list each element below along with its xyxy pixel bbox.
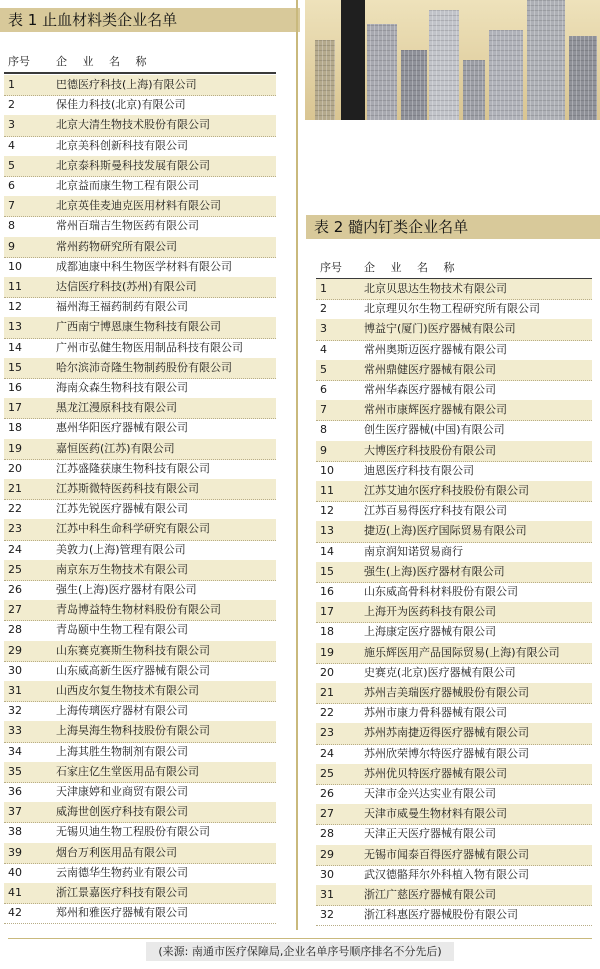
- table-row: [316, 562, 592, 583]
- table-row: [4, 499, 276, 520]
- table-row: [4, 136, 276, 157]
- row-number: 8: [320, 423, 327, 437]
- table-row: [316, 380, 592, 401]
- table-row: [316, 299, 592, 320]
- table-row: [4, 742, 276, 763]
- row-number: 28: [8, 623, 22, 637]
- table2-header-no: 序号: [320, 261, 342, 274]
- table-row: [4, 822, 276, 843]
- table-row: [316, 582, 592, 603]
- company-name: 成都迪康中科生物医学材料有限公司: [56, 259, 232, 273]
- row-number: 19: [320, 645, 334, 659]
- table-row: [4, 843, 276, 864]
- row-number: 1: [320, 282, 327, 295]
- table-row: [4, 156, 276, 177]
- company-name: 捷迈(上海)医疗国际贸易有限公司: [364, 524, 527, 538]
- company-name: 苏州优贝特医疗器械有限公司: [364, 766, 507, 780]
- row-number: 7: [8, 199, 15, 213]
- company-name: 天津正天医疗器械有限公司: [364, 827, 496, 841]
- row-number: 17: [320, 605, 334, 619]
- company-name: 苏州苏南捷迈得医疗器械有限公司: [364, 726, 529, 740]
- row-number: 27: [320, 807, 334, 821]
- table-row: [4, 701, 276, 722]
- company-name: 江苏艾迪尔医疗科技股份有限公司: [364, 484, 529, 497]
- table-row: [316, 824, 592, 845]
- company-name: 施乐辉医用产品国际贸易(上海)有限公司: [364, 645, 560, 659]
- row-number: 26: [8, 583, 22, 596]
- row-number: 26: [320, 787, 334, 800]
- company-name: 无锡市闻泰百得医疗器械有限公司: [364, 847, 529, 861]
- row-number: 37: [8, 805, 22, 819]
- row-number: 10: [8, 259, 22, 273]
- company-name: 常州市康辉医疗器械有限公司: [364, 403, 507, 417]
- company-name: 烟台万利医用品有限公司: [56, 845, 177, 859]
- row-number: 21: [8, 482, 22, 495]
- company-name: 江苏斯微特医药科技有限公司: [56, 482, 199, 495]
- company-name: 浙江景嘉医疗科技有限公司: [56, 886, 188, 899]
- table1-title: 表 1 止血材料类企业名单: [0, 8, 300, 32]
- company-name: 山东威高骨科材料股份有限公司: [364, 585, 518, 598]
- row-number: 10: [320, 463, 334, 477]
- row-number: 36: [8, 785, 22, 798]
- table-row: [4, 580, 276, 601]
- company-name: 北京美科创新科技有限公司: [56, 138, 188, 152]
- row-number: 16: [320, 585, 334, 598]
- row-number: 38: [8, 825, 22, 839]
- table-row: [4, 863, 276, 884]
- table-row: [4, 721, 276, 742]
- row-number: 17: [8, 401, 22, 415]
- table-row: [316, 360, 592, 381]
- company-name: 福州海王福药制药有限公司: [56, 300, 188, 314]
- company-name: 无锡贝迪生物工程股份有限公司: [56, 825, 210, 839]
- table1-header-no: 序号: [8, 55, 30, 68]
- row-number: 33: [8, 724, 22, 738]
- row-number: 2: [320, 302, 327, 316]
- row-number: 15: [320, 564, 334, 578]
- company-name: 史赛克(北京)医疗器械有限公司: [364, 665, 516, 679]
- city-skyline-image: [305, 0, 600, 120]
- company-name: 北京理贝尔生物工程研究所有限公司: [364, 302, 540, 316]
- row-number: 22: [8, 502, 22, 516]
- company-name: 苏州吉美瑞医疗器械股份有限公司: [364, 686, 529, 699]
- row-number: 12: [8, 300, 22, 314]
- table2-title: 表 2 髓内钉类企业名单: [306, 215, 600, 239]
- table-row: [4, 762, 276, 783]
- table-row: [4, 75, 276, 96]
- row-number: 13: [320, 524, 334, 538]
- row-number: 1: [8, 78, 15, 91]
- row-number: 6: [8, 179, 15, 192]
- row-number: 13: [8, 320, 22, 334]
- row-number: 29: [320, 847, 334, 861]
- table-row: [4, 378, 276, 399]
- table-row: [4, 540, 276, 561]
- table-row: [4, 661, 276, 682]
- table-row: [316, 683, 592, 704]
- table-row: [4, 115, 276, 136]
- table-row: [4, 398, 276, 419]
- row-number: 16: [8, 381, 22, 394]
- table-row: [4, 277, 276, 298]
- row-number: 20: [8, 461, 22, 475]
- row-number: 2: [8, 98, 15, 112]
- company-name: 强生(上海)医疗器材有限公司: [56, 583, 197, 596]
- row-number: 29: [8, 643, 22, 657]
- table-row: [316, 845, 592, 866]
- source-note: (来源: 南通市医疗保障局,企业名单序号顺序排名不分先后): [146, 942, 453, 961]
- company-name: 黑龙江漫原科技有限公司: [56, 401, 177, 415]
- company-name: 北京英佳麦迪克医用材料有限公司: [56, 199, 221, 213]
- table-row: [316, 723, 592, 744]
- table-row: [316, 804, 592, 825]
- row-number: 22: [320, 706, 334, 720]
- company-name: 惠州华阳医疗器械有限公司: [56, 421, 188, 435]
- row-number: 25: [320, 766, 334, 780]
- table1-header: [4, 52, 276, 74]
- table-row: [316, 340, 592, 361]
- row-number: 41: [8, 886, 22, 899]
- row-number: 23: [8, 522, 22, 536]
- table-row: [4, 802, 276, 823]
- row-number: 8: [8, 219, 15, 233]
- row-number: 32: [320, 908, 334, 922]
- row-number: 35: [8, 764, 22, 778]
- table-row: [4, 681, 276, 702]
- table-row: [316, 622, 592, 643]
- company-name: 青岛博益特生物材料股份有限公司: [56, 603, 221, 617]
- table2-header-name: 企 业 名 称: [364, 261, 461, 274]
- row-number: 9: [320, 443, 327, 457]
- company-name: 北京贝思达生物技术有限公司: [364, 282, 507, 295]
- table-row: [316, 643, 592, 664]
- row-number: 18: [320, 625, 334, 639]
- table-row: [4, 641, 276, 662]
- table-row: [316, 784, 592, 805]
- table-row: [316, 865, 592, 886]
- company-name: 哈尔滨沛奇隆生物制药股份有限公司: [56, 360, 232, 374]
- row-number: 18: [8, 421, 22, 435]
- company-name: 山东威高新生医疗器械有限公司: [56, 663, 210, 677]
- table2-header: [316, 258, 592, 280]
- table-row: [4, 903, 276, 924]
- company-name: 保佳力科技(北京)有限公司: [56, 98, 186, 112]
- table-row: [4, 883, 276, 904]
- row-number: 20: [320, 665, 334, 679]
- row-number: 27: [8, 603, 22, 617]
- row-number: 31: [8, 684, 22, 697]
- table-row: [4, 338, 276, 359]
- company-name: 常州华森医疗器械有限公司: [364, 383, 496, 396]
- row-number: 11: [8, 280, 22, 293]
- row-number: 3: [320, 322, 327, 336]
- company-name: 美敦力(上海)管理有限公司: [56, 542, 186, 556]
- table-row: [316, 764, 592, 785]
- row-number: 7: [320, 403, 327, 417]
- company-name: 北京益而康生物工程有限公司: [56, 179, 199, 192]
- table1-header-name: 企 业 名 称: [56, 55, 153, 68]
- company-name: 南京润知诺贸易商行: [364, 544, 463, 558]
- table-row: [316, 521, 592, 542]
- row-number: 4: [8, 138, 15, 152]
- table-row: [316, 663, 592, 684]
- company-name: 广西南宁博恩康生物科技有限公司: [56, 320, 221, 334]
- row-number: 14: [8, 340, 22, 354]
- table-row: [4, 317, 276, 338]
- source-footer: [0, 938, 600, 966]
- table-row: [316, 501, 592, 522]
- row-number: 6: [320, 383, 327, 396]
- company-name: 郑州和雅医疗器械有限公司: [56, 906, 188, 920]
- company-name: 北京大清生物技术股份有限公司: [56, 118, 210, 132]
- row-number: 25: [8, 562, 22, 576]
- row-number: 40: [8, 865, 22, 879]
- company-name: 创生医疗器械(中国)有限公司: [364, 423, 505, 437]
- row-number: 5: [8, 158, 15, 172]
- company-name: 巴德医疗科技(上海)有限公司: [56, 78, 197, 91]
- table-row: [4, 459, 276, 480]
- company-name: 天津市金兴达实业有限公司: [364, 787, 496, 800]
- table-row: [4, 216, 276, 237]
- table-row: [4, 439, 276, 460]
- company-name: 天津康婷和业商贸有限公司: [56, 785, 188, 798]
- row-number: 31: [320, 888, 334, 901]
- table-row: [4, 560, 276, 581]
- table-row: [316, 481, 592, 502]
- company-name: 常州鼎健医疗器械有限公司: [364, 362, 496, 376]
- column-divider: [296, 0, 298, 930]
- table-row: [316, 400, 592, 421]
- table-row: [4, 418, 276, 439]
- table-row: [4, 600, 276, 621]
- table-row: [4, 519, 276, 540]
- table-row: [316, 703, 592, 724]
- company-name: 广州市弘健生物医用制品科技有限公司: [56, 340, 243, 354]
- company-name: 上海开为医药科技有限公司: [364, 605, 496, 619]
- company-name: 达信医疗科技(苏州)有限公司: [56, 280, 197, 293]
- table-row: [4, 237, 276, 258]
- table-row: [316, 885, 592, 906]
- row-number: 14: [320, 544, 334, 558]
- table-row: [316, 905, 592, 926]
- company-name: 威海世创医疗科技有限公司: [56, 805, 188, 819]
- table-row: [4, 479, 276, 500]
- row-number: 30: [320, 867, 334, 881]
- row-number: 28: [320, 827, 334, 841]
- table-row: [4, 620, 276, 641]
- row-number: 34: [8, 744, 22, 758]
- company-name: 江苏中科生命科学研究有限公司: [56, 522, 210, 536]
- company-name: 常州百瑞吉生物医药有限公司: [56, 219, 199, 233]
- company-name: 大博医疗科技股份有限公司: [364, 443, 496, 457]
- row-number: 39: [8, 845, 22, 859]
- table-row: [316, 602, 592, 623]
- company-name: 天津市威曼生物材料有限公司: [364, 807, 507, 821]
- company-name: 南京东万生物技术有限公司: [56, 562, 188, 576]
- table-row: [316, 744, 592, 765]
- table-row: [316, 319, 592, 340]
- row-number: 4: [320, 342, 327, 356]
- table-row: [4, 782, 276, 803]
- row-number: 24: [320, 746, 334, 760]
- table-row: [316, 420, 592, 441]
- table-row: [4, 176, 276, 197]
- company-name: 江苏百易得医疗科技有限公司: [364, 504, 507, 518]
- company-name: 武汉德骼拜尔外科植入物有限公司: [364, 867, 529, 881]
- company-name: 山东赛克赛斯生物科技有限公司: [56, 643, 210, 657]
- row-number: 3: [8, 118, 15, 132]
- row-number: 24: [8, 542, 22, 556]
- company-name: 上海传璃医疗器材有限公司: [56, 704, 188, 718]
- table-row: [316, 542, 592, 563]
- company-name: 常州药物研究所有限公司: [56, 239, 177, 253]
- row-number: 19: [8, 441, 22, 455]
- company-name: 青岛颐中生物工程有限公司: [56, 623, 188, 637]
- company-name: 云南德华生物药业有限公司: [56, 865, 188, 879]
- row-number: 42: [8, 906, 22, 920]
- row-number: 15: [8, 360, 22, 374]
- company-name: 强生(上海)医疗器材有限公司: [364, 564, 505, 578]
- company-name: 上海康定医疗器械有限公司: [364, 625, 496, 639]
- company-name: 常州奥斯迈医疗器械有限公司: [364, 342, 507, 356]
- row-number: 9: [8, 239, 15, 253]
- company-name: 苏州市康力骨科器械有限公司: [364, 706, 507, 720]
- row-number: 30: [8, 663, 22, 677]
- table-row: [4, 95, 276, 116]
- table-row: [4, 297, 276, 318]
- company-name: 山西皮尔复生物技术有限公司: [56, 684, 199, 697]
- row-number: 11: [320, 484, 334, 497]
- table-row: [316, 461, 592, 482]
- row-number: 5: [320, 362, 327, 376]
- company-name: 苏州欣荣博尔特医疗器械有限公司: [364, 746, 529, 760]
- company-name: 江苏盛隆获康生物科技有限公司: [56, 461, 210, 475]
- company-name: 博益宁(厦门)医疗器械有限公司: [364, 322, 516, 336]
- company-name: 上海昊海生物科技股份有限公司: [56, 724, 210, 738]
- row-number: 12: [320, 504, 334, 518]
- company-name: 江苏先锐医疗器械有限公司: [56, 502, 188, 516]
- company-name: 上海其胜生物制剂有限公司: [56, 744, 188, 758]
- company-name: 嘉恒医药(江苏)有限公司: [56, 441, 175, 455]
- table-row: [4, 257, 276, 278]
- table-row: [316, 441, 592, 462]
- row-number: 21: [320, 686, 334, 699]
- company-name: 海南众森生物科技有限公司: [56, 381, 188, 394]
- company-name: 北京泰科斯曼科技发展有限公司: [56, 158, 210, 172]
- company-name: 石家庄亿生堂医用品有限公司: [56, 764, 199, 778]
- company-name: 迪恩医疗科技有限公司: [364, 463, 474, 477]
- table-row: [316, 279, 592, 300]
- row-number: 32: [8, 704, 22, 718]
- company-name: 浙江科惠医疗器械股份有限公司: [364, 908, 518, 922]
- row-number: 23: [320, 726, 334, 740]
- table-row: [4, 196, 276, 217]
- company-name: 浙江广慈医疗器械有限公司: [364, 888, 496, 901]
- table-row: [4, 358, 276, 379]
